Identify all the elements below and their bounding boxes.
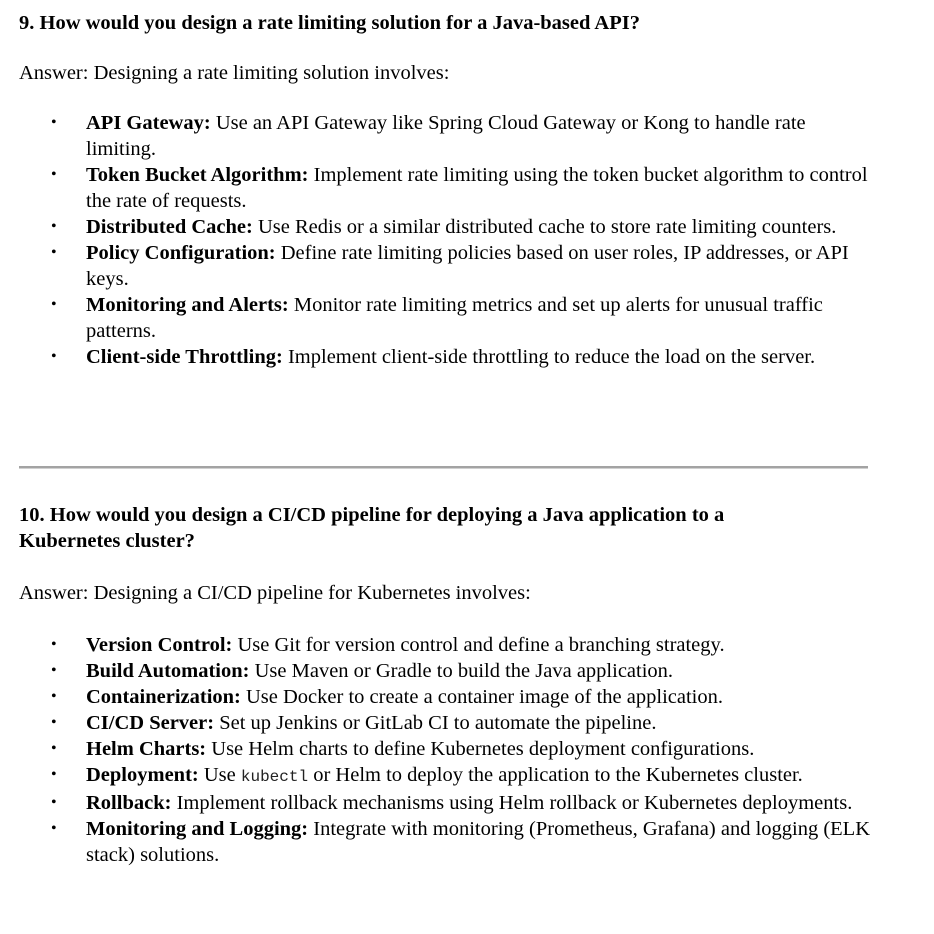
item-text: Use Redis or a similar distributed cache to store rate limiting counters. [252,216,837,238]
list-item [19,762,876,790]
item-text: Implement rate limiting using the token bucket algorithm to control the rate of requests. [86,164,868,212]
answer-list [19,110,876,370]
bullet-icon: • [51,740,57,757]
item-text: or Helm to deploy the application to the Kubernetes cluster. [308,764,803,786]
item-term: Policy Configuration: [86,242,276,264]
bullet-icon: • [51,636,57,653]
bullet-icon: • [51,662,57,679]
bullet-icon: • [51,218,57,235]
list-item [19,632,876,658]
bullet-icon: • [51,688,57,705]
answer-list [19,632,876,868]
item-text: Use Maven or Gradle to build the Java application. [249,660,674,682]
item-term: Token Bucket Algorithm: [86,164,309,186]
list-item [19,790,876,816]
bullet-icon: • [51,714,57,731]
item-text: Use Docker to create a container image of the application. [240,686,723,708]
item-term: Monitoring and Alerts: [86,294,289,316]
item-text: Integrate with monitoring (Prometheus, Grafana) and logging (ELK stack) solutions. [86,818,871,866]
bullet-icon: • [51,296,57,313]
item-term: CI/CD Server: [86,712,215,734]
list-item [19,292,876,344]
list-item [19,110,876,162]
list-item [19,710,876,736]
item-term: Rollback: [86,792,172,814]
list-item [19,658,876,684]
item-term: Containerization: [86,686,241,708]
list-item [19,240,876,292]
item-text: Implement client-side throttling to reduce the load on the server. [282,346,816,368]
item-term: Client-side Throttling: [86,346,283,368]
item-term: Distributed Cache: [86,216,253,238]
bullet-icon: • [51,794,57,811]
answer-intro: Answer: Designing a rate limiting solution involves: [19,62,450,84]
list-item [19,736,876,762]
list-item [19,162,876,214]
item-text: Use an API Gateway like Spring Cloud Gateway or Kong to handle rate limiting. [86,112,806,160]
item-term: Version Control: [86,634,233,656]
list-item [19,214,876,240]
item-term: Build Automation: [86,660,250,682]
item-term: API Gateway: [86,112,211,134]
item-term: Deployment: [86,764,199,786]
item-text-before: Use [198,764,241,786]
inline-code: kubectl [240,768,309,786]
item-term: Helm Charts: [86,738,207,760]
item-text: Define rate limiting policies based on user roles, IP addresses, or API keys. [86,242,849,290]
question-title: 9. How would you design a rate limiting solution for a Java-based API? [19,12,640,34]
question-9 [19,10,876,370]
item-term: Monitoring and Logging: [86,818,309,840]
question-title: 10. How would you design a CI/CD pipeline for deploying a Java application to a Kubernetes cluster? [19,504,725,552]
bullet-icon: • [51,820,57,837]
bullet-icon: • [51,244,57,261]
horizontal-divider [19,466,868,469]
item-text: Set up Jenkins or GitLab CI to automate the pipeline. [214,712,657,734]
bullet-icon: • [51,766,57,783]
bullet-icon: • [51,166,57,183]
list-item [19,684,876,710]
bullet-icon: • [51,114,57,131]
list-item [19,816,876,868]
item-text: Monitor rate limiting metrics and set up alerts for unusual traffic patterns. [86,294,823,342]
list-item [19,344,876,370]
item-text: Use Helm charts to define Kubernetes deployment configurations. [206,738,755,760]
question-10 [19,502,876,868]
item-text: Use Git for version control and define a branching strategy. [232,634,725,656]
bullet-icon: • [51,348,57,365]
answer-intro: Answer: Designing a CI/CD pipeline for Kubernetes involves: [19,582,531,604]
item-text: Implement rollback mechanisms using Helm rollback or Kubernetes deployments. [171,792,853,814]
